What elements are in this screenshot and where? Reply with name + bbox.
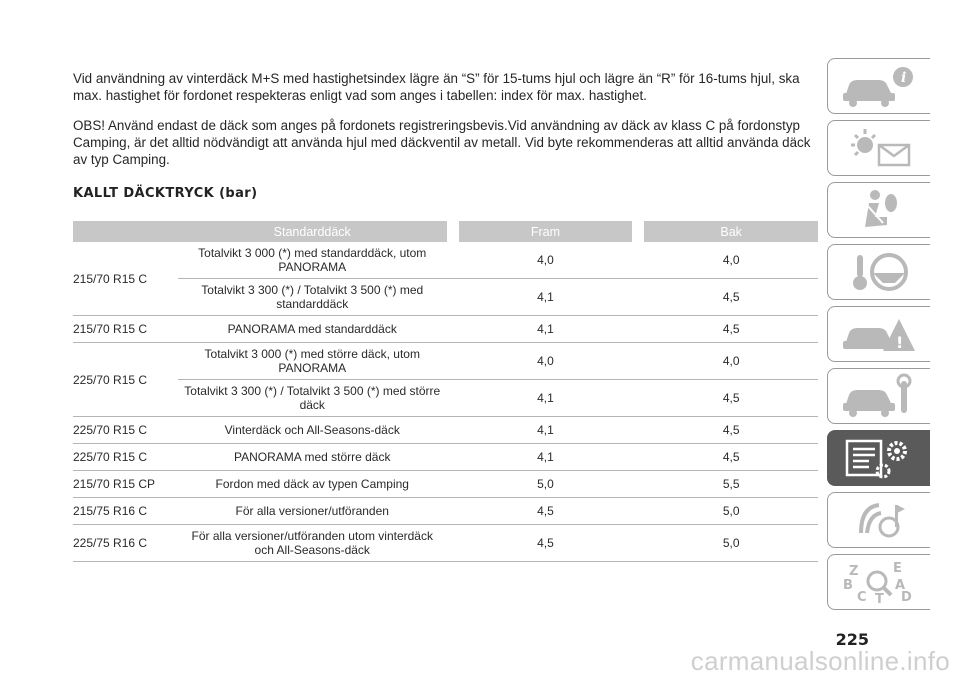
tyre-description: Fordon med däck av typen Camping	[178, 471, 447, 498]
tyre-size: 225/70 R15 C	[73, 417, 178, 444]
table-row	[73, 343, 818, 380]
table-row	[73, 380, 818, 417]
tyre-size: 215/75 R16 C	[73, 498, 178, 525]
section-title: KALLT DÄCKTRYCK (bar)	[73, 186, 258, 201]
table-row	[73, 525, 818, 562]
table-row	[73, 316, 818, 343]
rear-pressure: 4,5	[644, 444, 818, 471]
front-pressure: 4,0	[459, 343, 633, 380]
rear-pressure: 4,0	[644, 242, 818, 279]
tyre-size: 225/70 R15 C	[73, 343, 178, 417]
index-letter: E	[893, 561, 902, 576]
tab-lights-message[interactable]	[827, 120, 930, 176]
intro-paragraph-2: OBS! Använd endast de däck som anges på fordonets registreringsbevis.Vid användning av däck av klass C på fordonstyp Camping, är det alltid nödvändigt att använda hjul med däckventil av metall. Vid byte rekommenderas att alltid använda däck av typ Camping.	[73, 118, 811, 167]
index-letter: D	[901, 590, 912, 605]
lights-message-icon	[839, 125, 919, 171]
front-pressure: 4,1	[459, 380, 633, 417]
rear-pressure: 5,0	[644, 498, 818, 525]
tab-multimedia[interactable]	[827, 492, 930, 548]
tab-car-service[interactable]	[827, 368, 930, 424]
table-row	[73, 242, 818, 279]
table-row	[73, 444, 818, 471]
index-letter: C	[857, 590, 867, 605]
specs-gears-icon	[839, 435, 919, 481]
svg-text:!: !	[896, 333, 904, 352]
index-letter: Z	[849, 564, 859, 579]
front-pressure: 4,0	[459, 242, 633, 279]
header-type: Standarddäck	[178, 221, 447, 242]
page-number: 225	[835, 630, 869, 649]
steering-key-icon	[839, 249, 919, 295]
tyre-size: 215/70 R15 C	[73, 316, 178, 343]
table-header-row	[73, 221, 818, 242]
car-info-icon	[839, 63, 919, 109]
tyre-description: PANORAMA med standarddäck	[178, 316, 447, 343]
front-pressure: 4,5	[459, 498, 633, 525]
header-rear: Bak	[644, 221, 818, 242]
rear-pressure: 4,5	[644, 316, 818, 343]
tyre-description: PANORAMA med större däck	[178, 444, 447, 471]
header-front: Fram	[459, 221, 633, 242]
tyre-description: Totalvikt 3 000 (*) med större däck, utom PANORAMA	[178, 343, 447, 380]
tab-car-info[interactable]	[827, 58, 930, 114]
tab-steering-key[interactable]	[827, 244, 930, 300]
front-pressure: 5,0	[459, 471, 633, 498]
tab-airbag-seat[interactable]	[827, 182, 930, 238]
table-row	[73, 279, 818, 316]
car-warning-icon	[839, 311, 919, 357]
tyre-description: Vinterdäck och All-Seasons-däck	[178, 417, 447, 444]
tyre-size: 225/75 R16 C	[73, 525, 178, 562]
rear-pressure: 4,5	[644, 279, 818, 316]
watermark: carmanualsonline.info	[690, 646, 950, 676]
tyre-description: Totalvikt 3 000 (*) med standarddäck, utom PANORAMA	[178, 242, 447, 279]
rear-pressure: 5,5	[644, 471, 818, 498]
main-content	[73, 70, 818, 562]
tyre-description: Totalvikt 3 300 (*) / Totalvikt 3 500 (*) med större däck	[178, 380, 447, 417]
tyre-size: 225/70 R15 C	[73, 444, 178, 471]
chapter-tabs	[827, 58, 930, 616]
front-pressure: 4,1	[459, 279, 633, 316]
intro-paragraph-1: Vid användning av vinterdäck M+S med hastighetsindex lägre än “S” för 15-tums hjul och lägre än “R” för 16-tums hjul, ska max. hastighet för fordonet respekteras enligt vad som anges i tabellen: index för max. hastighet.	[73, 71, 800, 103]
front-pressure: 4,5	[459, 525, 633, 562]
multimedia-icon	[839, 497, 919, 543]
tab-index[interactable]	[827, 554, 930, 610]
tyre-description: För alla versioner/utföranden	[178, 498, 447, 525]
index-letter: A	[895, 578, 906, 593]
header-size-blank	[73, 221, 178, 242]
tyre-description: Totalvikt 3 300 (*) / Totalvikt 3 500 (*) med standarddäck	[178, 279, 447, 316]
tab-specs-gears[interactable]	[827, 430, 930, 486]
car-service-icon	[839, 373, 919, 419]
tyre-size: 215/70 R15 C	[73, 242, 178, 316]
tyre-size: 215/70 R15 CP	[73, 471, 178, 498]
table-row	[73, 417, 818, 444]
tyre-pressure-table	[73, 221, 818, 562]
rear-pressure: 4,5	[644, 380, 818, 417]
index-letter: B	[843, 578, 853, 593]
front-pressure: 4,1	[459, 444, 633, 471]
rear-pressure: 4,5	[644, 417, 818, 444]
tab-car-warning[interactable]	[827, 306, 930, 362]
index-letter: T	[875, 592, 884, 605]
airbag-seat-icon	[839, 187, 919, 233]
tyre-description: För alla versioner/utföranden utom vinterdäck och All-Seasons-däck	[178, 525, 447, 562]
rear-pressure: 4,0	[644, 343, 818, 380]
svg-text:i: i	[901, 70, 907, 86]
front-pressure: 4,1	[459, 417, 633, 444]
table-row	[73, 498, 818, 525]
table-row	[73, 471, 818, 498]
rear-pressure: 5,0	[644, 525, 818, 562]
front-pressure: 4,1	[459, 316, 633, 343]
index-letters-icon	[839, 559, 919, 605]
